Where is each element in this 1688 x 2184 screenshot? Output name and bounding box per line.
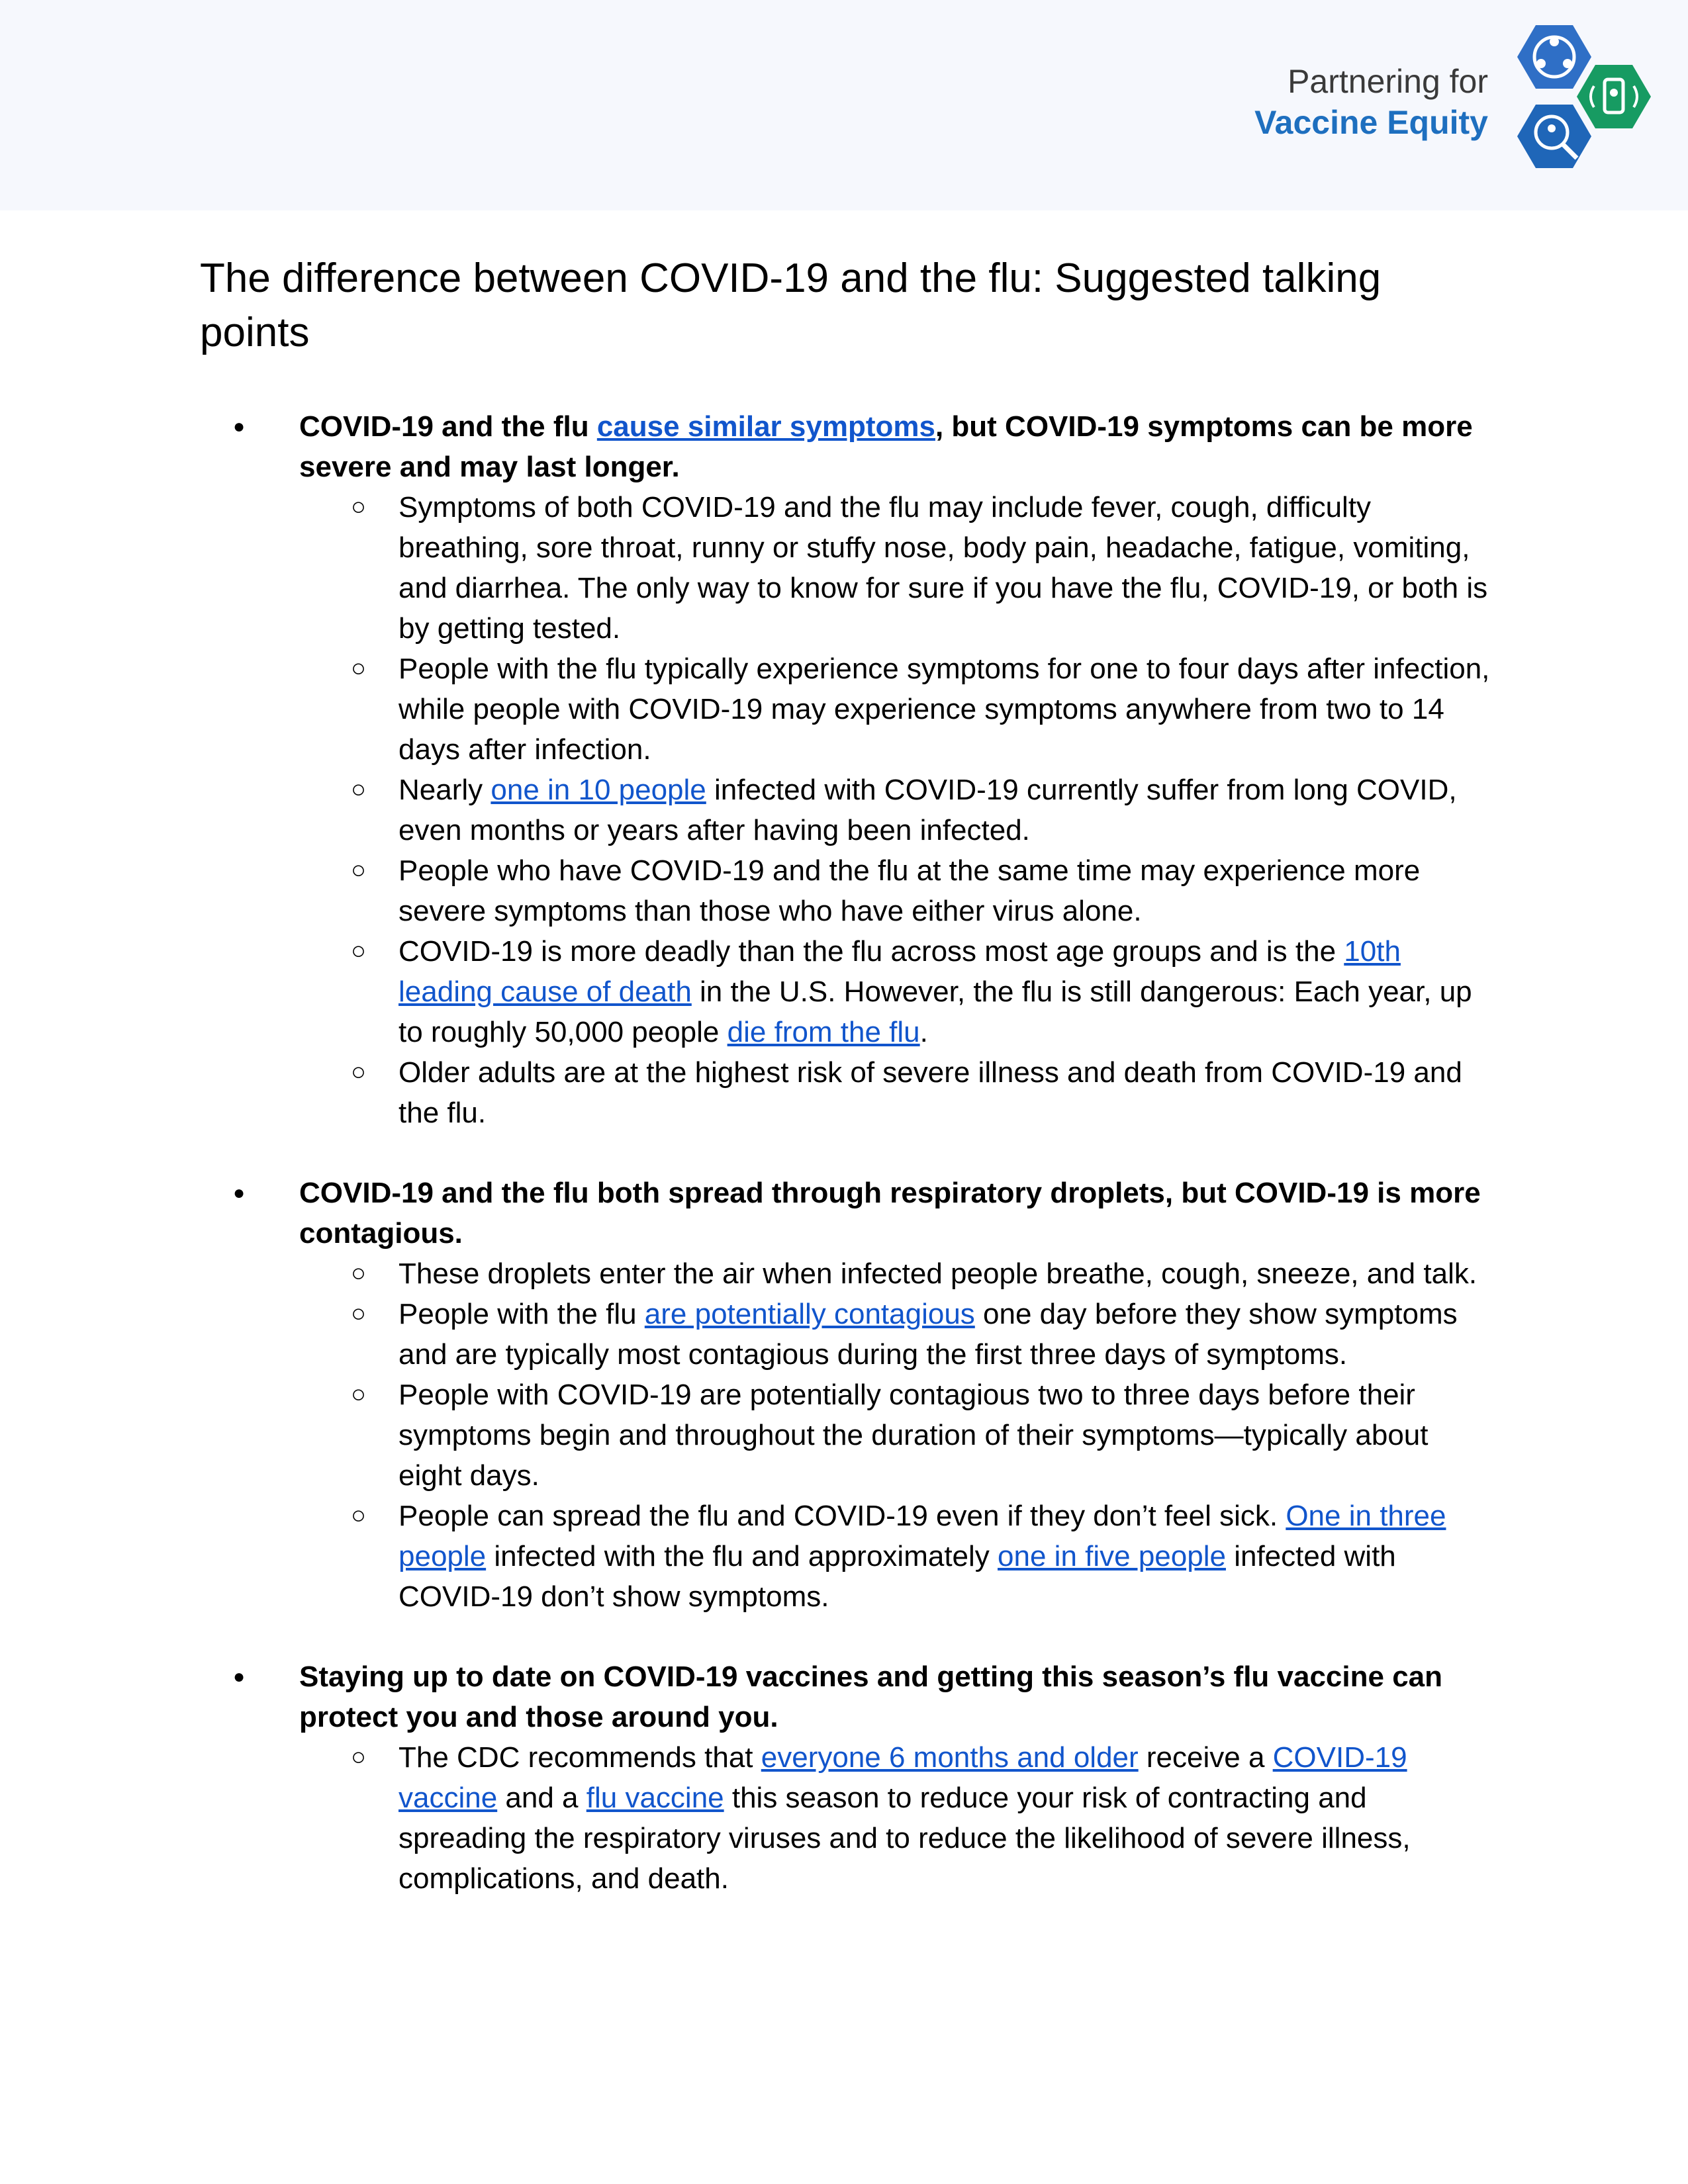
logo-text [1254,61,1488,143]
logo-hexagons-icon [1495,19,1660,181]
link-potentially-contagious[interactable]: are potentially contagious [644,1298,975,1330]
link-everyone-6-months[interactable]: everyone 6 months and older [761,1741,1139,1774]
list-item [351,1375,1491,1496]
link-die-from-flu[interactable]: die from the flu [727,1016,920,1048]
item-text: Symptoms of both COVID-19 and the flu may include fever, cough, difficulty breathing, sore throat, runny or stuffy nose, body pain, headache, fatigue, vomiting, and diarrhea. The only way to know for sure if you have the flu, COVID-19, or both is by getting tested. [399,491,1488,645]
item-text: infected with the flu and approximately [486,1540,998,1572]
logo-hex-people-icon [1517,25,1591,89]
logo-hex-search-icon [1517,105,1591,168]
section-heading [299,1657,1491,1737]
circle-bullet-icon: ○ [351,1259,366,1287]
link-similar-symptoms[interactable]: cause similar symptoms [596,410,935,443]
logo-line2: Vaccine Equity [1254,104,1488,141]
circle-bullet-icon: ○ [351,1300,366,1328]
list-item [351,649,1491,770]
link-covid-vaccine[interactable]: COVID-19 vaccine [399,1741,1407,1814]
item-text: infected with COVID-19 don’t show symptoms. [399,1540,1396,1613]
logo-line1: Partnering for [1288,63,1488,100]
item-text: These droplets enter the air when infected people breathe, cough, sneeze, and talk. [399,1257,1477,1290]
list-item [351,931,1491,1052]
item-text: Older adults are at the highest risk of severe illness and death from COVID-19 and the flu. [399,1056,1462,1129]
heading-text: Staying up to date on COVID-19 vaccines and getting this season’s flu vaccine can protect you and those around you. [299,1661,1443,1733]
item-text: and a [497,1782,586,1814]
item-text: The CDC recommends that [399,1741,761,1774]
circle-bullet-icon: ○ [351,1058,366,1086]
circle-bullet-icon: ○ [351,937,366,965]
list-item [351,850,1491,931]
item-text: one day before they show symptoms and are typically most contagious during the first three days of symptoms. [399,1298,1458,1371]
bullet-icon: ● [233,1182,246,1204]
item-text: this season to reduce your risk of contracting and spreading the respiratory viruses and to reduce the likelihood of severe illness, complications, and death. [399,1782,1411,1895]
item-text: . [919,1016,928,1048]
section-vaccines [200,1657,1491,1899]
item-text: infected with COVID-19 currently suffer from long COVID, even months or years after having been infected. [399,774,1457,846]
section-heading [299,406,1491,487]
page-title: The difference between COVID-19 and the flu: Suggested talking points [200,255,1382,355]
section-symptoms [200,406,1491,1133]
link-flu-vaccine[interactable]: flu vaccine [586,1782,724,1814]
item-text: People with the flu [399,1298,645,1330]
circle-bullet-icon: ○ [351,655,366,682]
item-text: in the U.S. However, the flu is still dangerous: Each year, up to roughly 50,000 people [399,976,1472,1048]
bullet-icon: ● [233,1666,246,1688]
item-text: COVID-19 is more deadly than the flu across most age groups and is the [399,935,1344,968]
page-header [0,0,1688,210]
list-item [351,1737,1491,1899]
list-item [351,1052,1491,1133]
list-item [351,1496,1491,1617]
list-item [351,1294,1491,1375]
section-heading [299,1173,1491,1253]
bullet-icon: ● [233,416,246,437]
link-one-in-10[interactable]: one in 10 people [491,774,706,806]
item-text: receive a [1138,1741,1273,1774]
list-item [351,487,1491,649]
circle-bullet-icon: ○ [351,493,366,521]
heading-text: COVID-19 and the flu [299,410,597,443]
circle-bullet-icon: ○ [351,856,366,884]
heading-text: COVID-19 and the flu both spread through respiratory droplets, but COVID-19 is more contagious. [299,1177,1481,1250]
item-text: People who have COVID-19 and the flu at the same time may experience more severe symptoms than those who have either virus alone. [399,854,1421,927]
link-one-in-three[interactable]: One in three people [399,1500,1446,1572]
item-text: People can spread the flu and COVID-19 even if they don’t feel sick. [399,1500,1286,1532]
list-item [351,770,1491,850]
item-text: Nearly [399,774,491,806]
circle-bullet-icon: ○ [351,1502,366,1529]
item-text: People with the flu typically experience symptoms for one to four days after infection, while people with COVID-19 may experience symptoms anywhere from two to 14 days after infection. [399,653,1490,766]
link-one-in-five[interactable]: one in five people [998,1540,1226,1572]
link-10th-leading-cause[interactable]: 10th leading cause of death [399,935,1401,1008]
heading-text: , but COVID-19 symptoms can be more severe and may last longer. [299,410,1473,483]
circle-bullet-icon: ○ [351,776,366,803]
document-body [200,251,1491,1938]
circle-bullet-icon: ○ [351,1381,366,1408]
item-text: People with COVID-19 are potentially contagious two to three days before their symptoms begin and throughout the duration of their symptoms—typically about eight days. [399,1379,1429,1492]
section-spread [200,1173,1491,1617]
list-item [351,1253,1491,1294]
circle-bullet-icon: ○ [351,1743,366,1771]
